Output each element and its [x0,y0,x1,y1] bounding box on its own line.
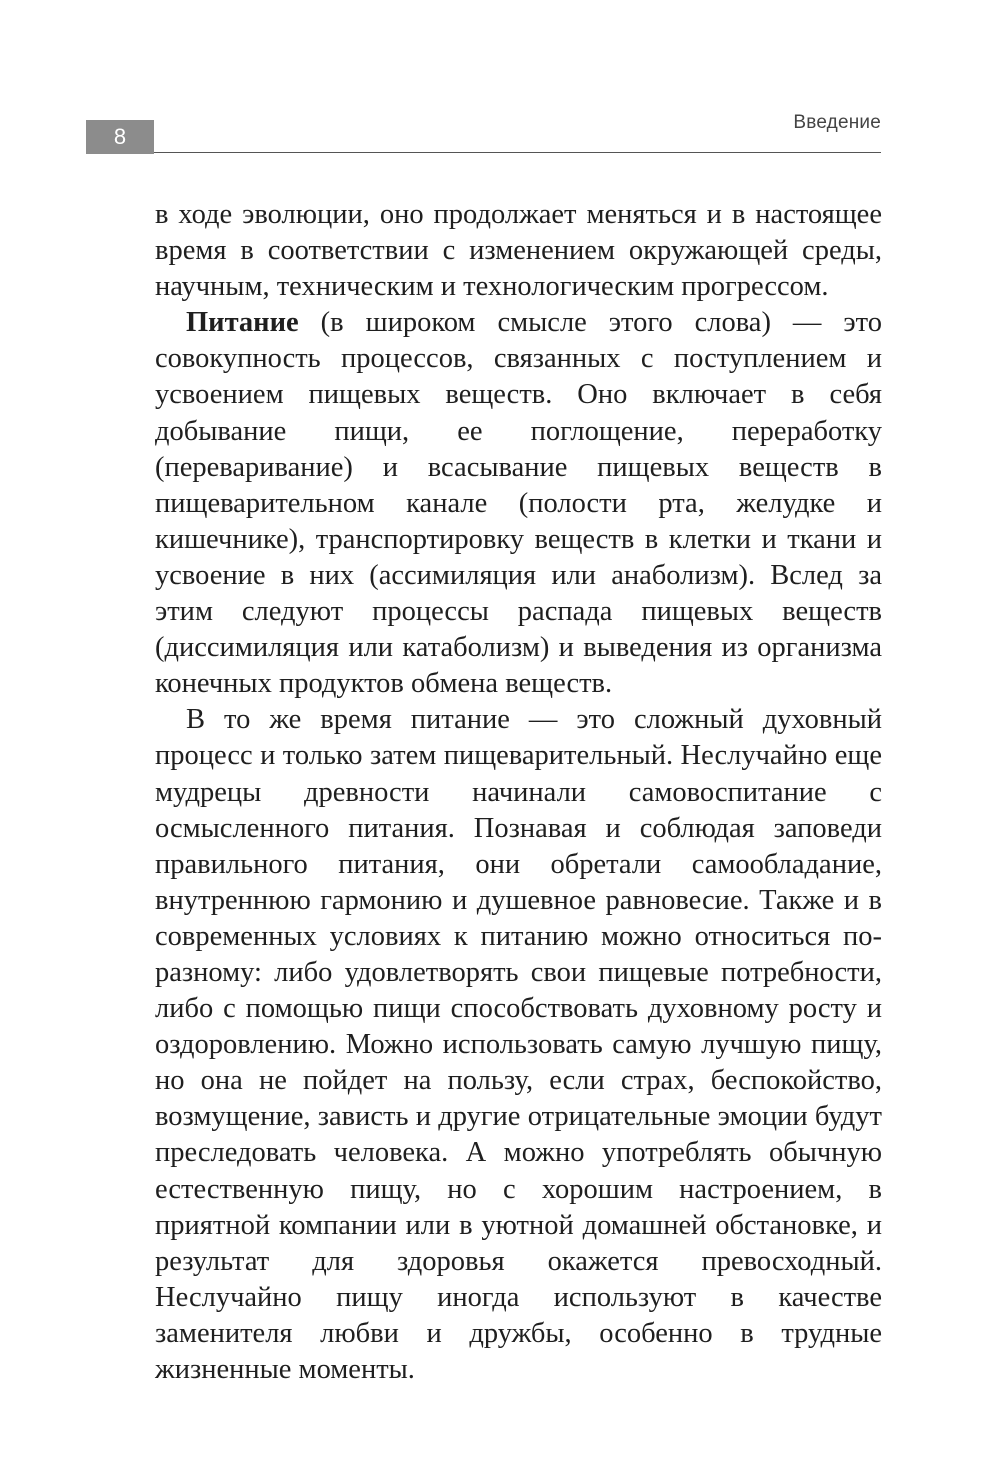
paragraph-spiritual-process: В то же время питание — это сложный духовный процесс и только затем пищеварительный. Неслучайно еще мудрецы древности начинали самовоспитание с осмысленного питания. Познавая и соблюдая заповеди правильного питания, они обретали самообладание, внутреннюю гармонию и душевное равновесие. Также и в современных условиях к питанию можно относиться по-разному: либо удовлетворять свои пищевые потребности, либо с помощью пищи способствовать духовному росту и оздоровлению. Можно использовать самую лучшую пищу, но она не пойдет на пользу, если страх, беспокойство, возмущение, зависть и другие отрицательные эмоции будут преследовать человека. А можно употреблять обычную естественную пищу, но с хорошим настроением, в приятной компании или в уютной домашней обстановке, и результат для здоровья окажется превосходный. Неслучайно пищу иногда используют в качестве заменителя любви и дружбы, особенно в трудные жизненные моменты. [155,704,882,1385]
page-number: 8 [86,120,154,154]
paragraph-nutrition-definition [155,305,882,702]
paragraph-text: (в широком смысле этого слова) — это совокупность процессов, связанных с поступлением и усвоением пищевых веществ. Оно включает в себя добывание пищи, ее поглощение, переработку (переваривание) и всасывание пищевых веществ в пищеварительном канале (полости рта, желудке и кишечнике), транспортировку веществ в клетки и ткани и усвоение в них (ассимиляция или анаболизм). Вслед за этим следуют процессы распада пищевых веществ (диссимиляция или катаболизм) и выведения из организма конечных продуктов обмена веществ. [155,307,882,700]
defined-term: Питание [186,307,299,339]
paragraph-continued: в ходе эволюции, оно продолжает меняться и в настоящее время в соответствии с изменением окружающей среды, научным, техническим и технологическим прогрессом. [155,199,882,303]
header-rule [154,152,881,153]
running-head: Введение [793,112,881,133]
body-text [155,197,882,1388]
